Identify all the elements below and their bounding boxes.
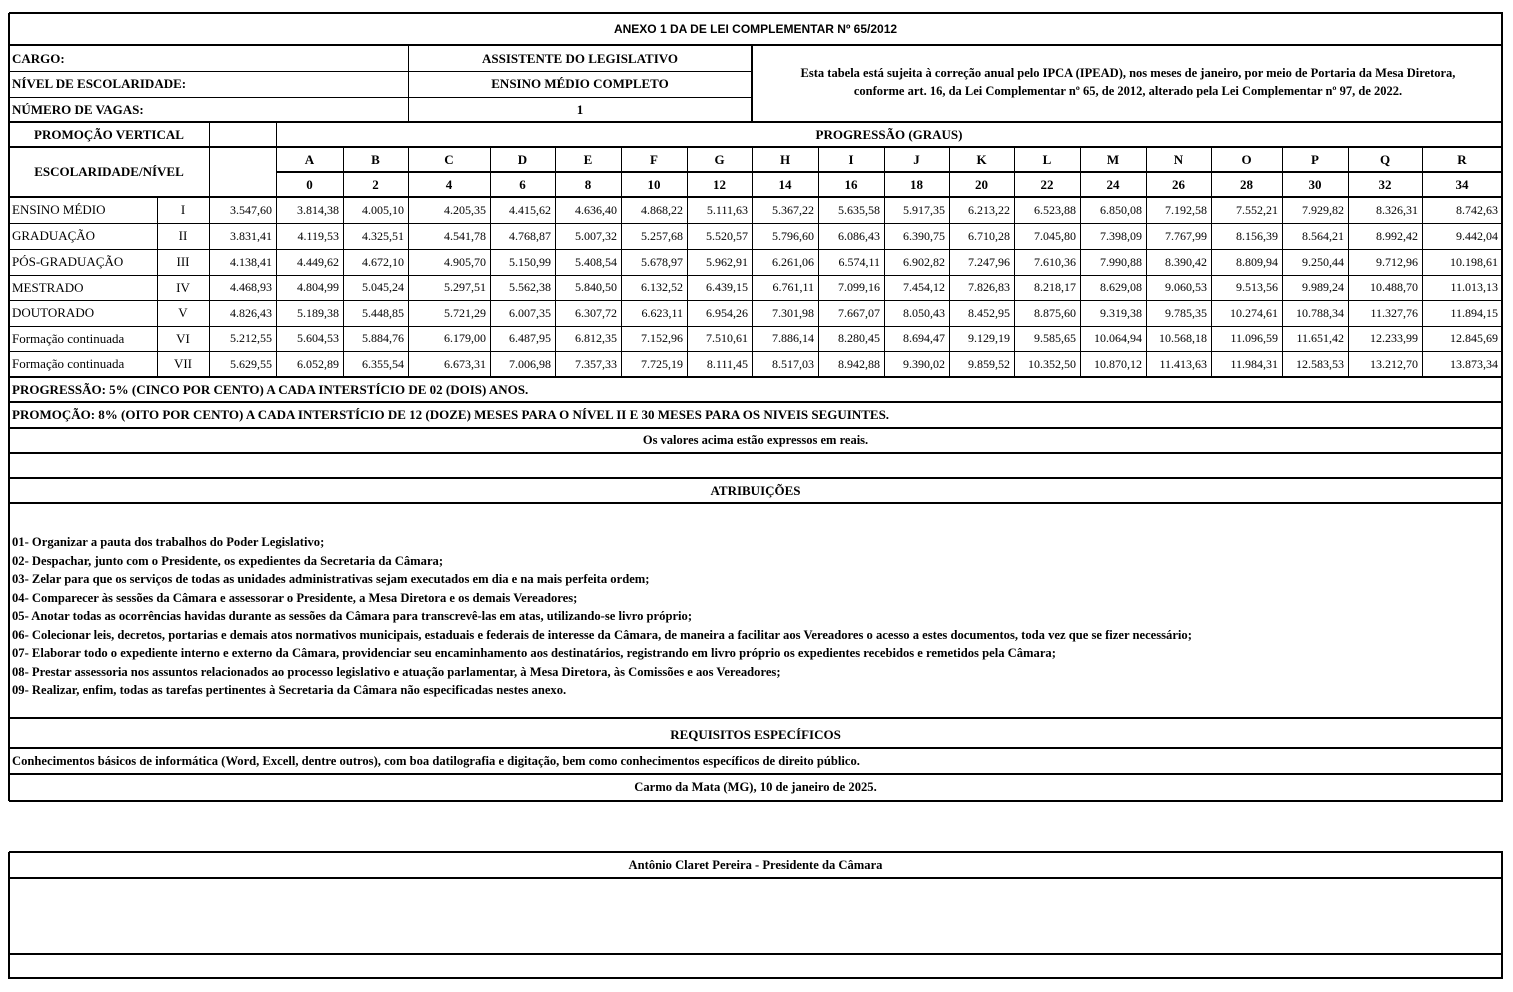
grid-line-vertical <box>1348 147 1349 377</box>
salary-cell: 6.213,22 <box>968 202 1010 217</box>
salary-cell: 6.307,72 <box>575 305 617 320</box>
salary-cell: 7.510,61 <box>706 331 748 345</box>
grade-letter-header: P <box>1311 151 1319 167</box>
salary-cell: 4.768,87 <box>509 228 551 243</box>
signatory-text: Antônio Claret Pereira - Presidente da Câmara <box>628 857 883 872</box>
salary-cell: 5.257,68 <box>641 228 683 243</box>
grade-letter-header: N <box>1173 151 1184 167</box>
salary-cell: 11.651,42 <box>1296 331 1344 345</box>
escolaridade-nivel-header-text: ESCOLARIDADE/NÍVEL <box>34 164 184 179</box>
escolaridade-label <box>9 71 407 97</box>
grid-line-horizontal <box>9 452 1503 454</box>
grid-line-horizontal <box>9 502 1503 504</box>
grade-years-header: 10 <box>647 176 661 192</box>
ipca-note-line-1: Esta tabela está sujeita à correção anual pelo IPCA (IPEAD), nos meses de janeiro, por meio de Portaria da Mesa Diretora, <box>800 66 1456 80</box>
grid-line-horizontal <box>9 97 752 98</box>
salary-cell: 5.635,58 <box>838 202 880 217</box>
salary-cell: 4.119,53 <box>297 228 339 243</box>
row-nivel: II <box>178 228 188 243</box>
grade-years-header: 26 <box>1172 176 1185 192</box>
atribuicao-item: 09- Realizar, enfim, todas as tarefas pertinentes à Secretaria da Câmara não especificadas nestes anexo. <box>12 683 567 697</box>
grid-line-vertical <box>8 852 10 979</box>
ipca-correction-note <box>754 64 1502 100</box>
signatory <box>9 852 1502 878</box>
escolaridade-label-text: NÍVEL DE ESCOLARIDADE: <box>12 76 187 91</box>
salary-cell: 6.086,43 <box>838 228 880 243</box>
grid-line-vertical <box>555 147 556 377</box>
salary-cell: 11.894,15 <box>1450 305 1498 320</box>
salary-cell: 5.721,29 <box>444 305 486 320</box>
salary-cell: 7.045,80 <box>1034 228 1076 243</box>
grid-line-horizontal <box>9 953 1503 955</box>
salary-cell: 6.812,35 <box>575 331 617 345</box>
grid-line-vertical <box>1422 147 1423 377</box>
salary-cell: 9.989,24 <box>1302 280 1344 294</box>
salary-cell: 11.013,13 <box>1450 280 1498 294</box>
grid-line-horizontal <box>9 977 1503 979</box>
grade-letter-header: E <box>583 151 593 167</box>
salary-cell: 6.623,11 <box>641 305 683 320</box>
salary-cell: 7.552,21 <box>1236 202 1278 217</box>
row-escolaridade: ENSINO MÉDIO <box>12 202 106 217</box>
salary-cell: 9.319,38 <box>1100 305 1142 320</box>
grid-line-vertical <box>751 45 753 122</box>
grid-line-vertical <box>752 147 753 377</box>
row-nivel: IV <box>176 279 190 295</box>
cargo-label <box>9 46 407 71</box>
salary-cell: 8.156,39 <box>1236 228 1278 243</box>
salary-cell: 7.454,12 <box>903 280 945 294</box>
salary-cell: 5.367,22 <box>772 202 814 217</box>
salary-cell: 4.868,22 <box>641 202 683 217</box>
salary-cell: 10.274,61 <box>1230 305 1278 320</box>
grade-years-header: 30 <box>1308 176 1322 192</box>
salary-cell: 7.725,19 <box>641 356 683 371</box>
grade-letter-header: M <box>1106 151 1120 167</box>
salary-cell: 5.189,38 <box>297 305 339 320</box>
salary-cell: 5.111,63 <box>706 202 748 217</box>
grid-line-vertical <box>1211 147 1212 377</box>
row-base-salary: 3.831,41 <box>230 228 272 243</box>
salary-cell: 7.152,96 <box>641 331 683 345</box>
grid-line-horizontal <box>9 747 1503 749</box>
salary-cell: 12.583,53 <box>1296 356 1344 371</box>
row-base-salary: 4.826,43 <box>230 305 272 320</box>
grid-line-vertical <box>949 147 950 377</box>
valores-note <box>9 428 1502 453</box>
salary-cell: 4.415,62 <box>509 202 551 217</box>
salary-cell: 8.326,31 <box>1376 202 1418 217</box>
row-base-salary: 3.547,60 <box>230 202 272 217</box>
row-base-salary: 5.629,55 <box>230 356 272 371</box>
salary-cell: 6.355,54 <box>362 356 404 371</box>
row-escolaridade: MESTRADO <box>12 279 84 295</box>
salary-cell: 7.990,88 <box>1100 254 1142 269</box>
salary-cell: 4.005,10 <box>362 202 404 217</box>
salary-cell: 12.845,69 <box>1450 331 1498 345</box>
salary-cell: 7.610,36 <box>1034 254 1076 269</box>
grade-letter-header: A <box>304 151 315 167</box>
salary-cell: 8.992,42 <box>1376 228 1418 243</box>
place-date <box>9 774 1502 800</box>
salary-cell: 7.192,58 <box>1165 202 1207 217</box>
grid-line-horizontal <box>9 300 1503 301</box>
salary-cell: 13.873,34 <box>1450 356 1498 371</box>
grade-years-header: 34 <box>1455 176 1469 192</box>
atribuicoes-list <box>12 533 1500 700</box>
salary-cell: 8.390,42 <box>1165 254 1207 269</box>
ipca-note-line-2: conforme art. 16, da Lei Complementar nº 65, de 2012, alterado pela Lei Complementar nº 97, de 2022. <box>853 84 1403 98</box>
salary-cell: 5.678,97 <box>641 254 683 269</box>
grade-years-header: 12 <box>713 176 726 192</box>
salary-cell: 4.636,40 <box>575 202 617 217</box>
grid-line-vertical <box>1501 13 1503 801</box>
grade-years-header: 4 <box>445 176 453 192</box>
grid-line-horizontal <box>9 773 1503 775</box>
salary-cell: 5.297,51 <box>444 280 486 294</box>
grade-years-header: 20 <box>975 176 988 192</box>
salary-cell: 7.826,83 <box>968 280 1010 294</box>
grid-line-horizontal <box>9 44 1503 46</box>
grid-line-vertical <box>1080 147 1081 377</box>
grid-line-horizontal <box>9 376 1503 378</box>
salary-cell: 5.045,24 <box>362 280 404 294</box>
grade-letter-header: L <box>1042 151 1052 167</box>
salary-cell: 5.604,53 <box>297 331 339 345</box>
atribuicao-item: 05- Anotar todas as ocorrências havidas durante as sessões da Câmara para transcrevê-las em atas, utilizando-se livro próprio; <box>12 609 693 623</box>
document-title <box>9 14 1502 44</box>
atribuicao-item: 07- Elaborar todo o expediente interno e externo da Câmara, providenciar seu encaminhamento aos destinatários, registrando em livro próprio os expedientes recebidos e remetidos pela Câmara; <box>12 646 1056 660</box>
salary-cell: 6.390,75 <box>903 228 945 243</box>
salary-cell: 5.917,35 <box>903 202 945 217</box>
grade-years-header: 8 <box>584 176 592 192</box>
salary-cell: 6.439,15 <box>706 280 748 294</box>
atribuicao-item: 08- Prestar assessoria nos assuntos relacionados ao processo legislativo e atuação parlamentar, à Mesa Diretora, às Comissões e aos Vereadores; <box>12 664 781 679</box>
salary-cell: 11.984,31 <box>1230 356 1278 371</box>
salary-cell: 10.198,61 <box>1450 254 1498 269</box>
salary-cell: 5.408,54 <box>575 254 617 269</box>
grid-line-vertical <box>884 147 885 377</box>
row-base-salary: 5.212,55 <box>230 331 272 345</box>
grid-line-vertical <box>8 13 10 801</box>
salary-cell: 7.099,16 <box>838 280 880 294</box>
vagas-value <box>408 97 752 122</box>
grid-line-horizontal <box>9 275 1503 276</box>
row-nivel: VI <box>176 330 190 346</box>
salary-cell: 5.840,50 <box>575 280 617 294</box>
progressao-rule-text: PROGRESSÃO: 5% (CINCO POR CENTO) A CADA INTERSTÍCIO DE 02 (DOIS) ANOS. <box>12 381 529 397</box>
atribuicoes-heading <box>9 478 1502 503</box>
salary-cell: 8.218,17 <box>1034 280 1076 294</box>
row-escolaridade: DOUTORADO <box>12 305 95 320</box>
grid-line-horizontal <box>9 146 1503 148</box>
grid-line-horizontal <box>9 800 1503 802</box>
grade-letter-header: R <box>1457 151 1467 167</box>
cargo-label-text: CARGO: <box>12 50 65 66</box>
grade-years-header: 6 <box>519 176 526 192</box>
salary-cell: 4.672,10 <box>362 254 404 269</box>
salary-cell: 6.954,26 <box>706 305 748 320</box>
grid-line-vertical <box>687 147 688 377</box>
salary-cell: 6.574,11 <box>838 254 880 269</box>
progressao-graus-header-text: PROGRESSÃO (GRAUS) <box>815 126 963 142</box>
salary-cell: 3.814,38 <box>297 202 339 217</box>
salary-cell: 6.007,35 <box>509 305 551 320</box>
grade-letter-header: D <box>517 151 528 167</box>
promocao-rule <box>9 402 1502 428</box>
grid-line-horizontal <box>9 851 1503 853</box>
salary-cell: 5.562,38 <box>509 280 551 294</box>
grade-letter-header: C <box>444 151 454 167</box>
grade-letter-header: B <box>371 151 380 167</box>
atribuicao-item: 03- Zelar para que os serviços de todas as unidades administrativas sejam executados em dia e na mais perfeita ordem; <box>12 572 650 586</box>
place-date-text: Carmo da Mata (MG), 10 de janeiro de 2025. <box>634 779 877 794</box>
salary-cell: 8.517,03 <box>772 356 814 371</box>
vagas-label-text: NÚMERO DE VAGAS: <box>12 101 144 117</box>
salary-cell: 5.796,60 <box>772 228 814 243</box>
salary-cell: 9.585,65 <box>1034 331 1076 345</box>
grid-line-vertical <box>408 45 409 122</box>
salary-cell: 10.568,18 <box>1159 331 1207 345</box>
grid-line-horizontal <box>9 427 1503 429</box>
atribuicao-item: 01- Organizar a pauta dos trabalhos do Poder Legislativo; <box>12 535 325 549</box>
requisitos-heading <box>9 722 1502 748</box>
row-escolaridade: Formação continuada <box>12 356 125 371</box>
salary-cell: 9.785,35 <box>1165 305 1207 320</box>
grade-years-header: 22 <box>1040 176 1054 192</box>
row-nivel: V <box>178 305 188 320</box>
row-nivel: VII <box>173 356 193 371</box>
grid-line-horizontal <box>9 877 1503 879</box>
grade-letter-header: H <box>779 151 791 167</box>
salary-cell: 4.449,62 <box>297 254 339 269</box>
cargo-value <box>408 46 752 71</box>
salary-cell: 11.327,76 <box>1370 305 1418 320</box>
escolaridade-nivel-header <box>9 147 209 197</box>
row-base-salary: 4.138,41 <box>230 254 272 269</box>
salary-cell: 4.804,99 <box>297 280 339 294</box>
salary-cell: 7.667,07 <box>838 305 880 320</box>
row-nivel: I <box>180 202 186 217</box>
salary-cell: 8.564,21 <box>1302 228 1344 243</box>
grid-line-horizontal <box>9 223 1503 224</box>
requisitos-text <box>9 748 1502 774</box>
row-base-salary: 4.468,93 <box>230 280 272 294</box>
grade-years-header: 14 <box>778 176 792 192</box>
salary-cell: 7.301,98 <box>772 305 814 320</box>
salary-cell: 5.150,99 <box>509 254 551 269</box>
valores-note-text: Os valores acima estão expressos em reais. <box>642 433 869 447</box>
salary-cell: 9.513,56 <box>1236 280 1278 294</box>
grade-years-header: 32 <box>1378 176 1392 192</box>
row-escolaridade: Formação continuada <box>12 330 125 346</box>
salary-cell: 10.870,12 <box>1094 356 1142 371</box>
grid-line-vertical <box>343 147 344 377</box>
grid-line-vertical <box>621 147 622 377</box>
salary-cell: 7.357,33 <box>575 356 617 371</box>
salary-cell: 4.205,35 <box>444 202 486 217</box>
salary-cell: 6.523,88 <box>1034 202 1076 217</box>
salary-cell: 8.694,47 <box>903 331 945 345</box>
grid-line-horizontal <box>9 121 1503 123</box>
salary-cell: 5.448,85 <box>362 305 404 320</box>
grid-line-horizontal <box>9 351 1503 352</box>
salary-cell: 7.398,09 <box>1100 228 1142 243</box>
salary-cell: 8.809,94 <box>1236 254 1278 269</box>
salary-cell: 6.902,82 <box>903 254 945 269</box>
grade-letter-header: K <box>976 151 987 167</box>
salary-cell: 6.761,11 <box>772 280 814 294</box>
salary-cell: 6.052,89 <box>297 356 339 371</box>
grid-line-vertical <box>1014 147 1015 377</box>
grid-line-vertical <box>408 147 409 377</box>
atribuicoes-heading-text: ATRIBUIÇÕES <box>710 482 801 498</box>
salary-cell: 10.352,50 <box>1028 356 1076 371</box>
salary-cell: 12.233,99 <box>1370 331 1418 345</box>
salary-cell: 6.710,28 <box>968 228 1010 243</box>
salary-cell: 7.006,98 <box>509 356 551 371</box>
salary-cell: 11.413,63 <box>1159 356 1207 371</box>
grade-years-header: 16 <box>844 176 858 192</box>
grade-letter-header: F <box>650 151 658 167</box>
salary-cell: 4.325,51 <box>362 228 404 243</box>
grid-line-horizontal <box>9 71 752 72</box>
salary-cell: 8.875,60 <box>1034 305 1076 320</box>
salary-cell: 4.541,78 <box>444 228 486 243</box>
grid-line-vertical <box>1146 147 1147 377</box>
grade-years-header: 24 <box>1106 176 1120 192</box>
row-escolaridade: GRADUAÇÃO <box>12 228 96 243</box>
promocao-vertical-header-text: PROMOÇÃO VERTICAL <box>34 126 184 142</box>
salary-cell: 8.452,95 <box>968 305 1010 320</box>
grid-line-horizontal <box>9 717 1503 719</box>
salary-cell: 6.261,06 <box>772 254 814 269</box>
grade-letter-header: J <box>913 151 920 167</box>
salary-cell: 13.212,70 <box>1370 356 1418 371</box>
promocao-vertical-header <box>9 122 209 147</box>
salary-cell: 6.673,31 <box>444 356 486 371</box>
grid-line-vertical <box>1501 852 1503 979</box>
salary-cell: 9.060,53 <box>1165 280 1207 294</box>
atribuicao-item: 06- Colecionar leis, decretos, portarias e demais atos normativos municipais, estaduais e federais de interesse da Câmara, de maneira a facilitar aos Vereadores o acesso a estes documentos, toda vez que se fizer necessário; <box>12 627 1192 642</box>
salary-cell: 10.488,70 <box>1370 280 1418 294</box>
grade-letter-header: O <box>1241 151 1252 167</box>
progressao-graus-header <box>276 122 1502 147</box>
grid-line-horizontal <box>9 196 1503 198</box>
grid-line-vertical <box>1282 147 1283 377</box>
salary-cell: 6.132,52 <box>641 280 683 294</box>
salary-cell: 8.280,45 <box>838 331 880 345</box>
salary-cell: 9.129,19 <box>968 331 1010 345</box>
salary-cell: 9.442,04 <box>1456 228 1498 243</box>
salary-cell: 7.247,96 <box>968 254 1010 269</box>
salary-cell: 9.712,96 <box>1376 254 1418 269</box>
escolaridade-value <box>408 71 752 97</box>
grid-line-horizontal <box>9 249 1503 250</box>
progressao-rule <box>9 377 1502 402</box>
salary-cell: 4.905,70 <box>444 254 486 269</box>
grade-letter-header: Q <box>1379 151 1391 167</box>
salary-cell: 7.767,99 <box>1165 228 1207 243</box>
requisitos-heading-text: REQUISITOS ESPECÍFICOS <box>670 727 841 742</box>
grid-line-vertical <box>818 147 819 377</box>
salary-cell: 7.929,82 <box>1302 202 1344 217</box>
salary-cell: 9.250,44 <box>1302 254 1344 269</box>
salary-cell: 8.629,08 <box>1100 280 1142 294</box>
row-nivel: III <box>176 254 190 269</box>
salary-cell: 8.050,43 <box>903 305 945 320</box>
grade-years-header: 28 <box>1240 176 1253 192</box>
grade-letter-header: G <box>714 151 725 167</box>
salary-cell: 6.179,00 <box>444 331 486 345</box>
grid-line-horizontal <box>9 477 1503 479</box>
salary-cell: 5.007,32 <box>575 228 617 243</box>
grid-line-horizontal <box>9 12 1503 14</box>
salary-cell: 5.962,91 <box>706 254 748 269</box>
grade-years-header: 2 <box>372 176 379 192</box>
salary-cell: 10.788,34 <box>1296 305 1344 320</box>
row-escolaridade: PÓS-GRADUAÇÃO <box>12 254 124 269</box>
grade-letter-header: I <box>848 151 854 167</box>
salary-cell: 6.850,08 <box>1100 202 1142 217</box>
cargo-value-text: ASSISTENTE DO LEGISLATIVO <box>481 50 678 66</box>
salary-cell: 6.487,95 <box>509 331 551 345</box>
salary-cell: 5.884,76 <box>362 331 404 345</box>
grid-line-vertical <box>490 147 491 377</box>
salary-cell: 8.111,45 <box>706 356 748 371</box>
atribuicao-item: 04- Comparecer às sessões da Câmara e assessorar o Presidente, a Mesa Diretora e os demais Vereadores; <box>12 590 578 605</box>
salary-cell: 7.886,14 <box>772 331 814 345</box>
salary-cell: 9.859,52 <box>968 356 1010 371</box>
requisitos-text-content: Conhecimentos básicos de informática (Word, Excell, dentre outros), com boa datilografia e digitação, bem como conhecimentos específicos de direito público. <box>12 753 860 768</box>
salary-cell: 10.064,94 <box>1094 331 1142 345</box>
grid-line-vertical <box>157 197 158 377</box>
salary-cell: 5.520,57 <box>706 228 748 243</box>
document-title-text: ANEXO 1 DA DE LEI COMPLEMENTAR Nº 65/2012 <box>613 22 898 36</box>
atribuicao-item: 02- Despachar, junto com o Presidente, os expedientes da Secretaria da Câmara; <box>12 553 444 568</box>
grid-line-horizontal <box>276 171 1503 173</box>
salary-cell: 8.742,63 <box>1456 202 1498 217</box>
vagas-label <box>9 97 407 122</box>
signature-area <box>9 878 1502 954</box>
grid-line-horizontal <box>9 401 1503 403</box>
grade-years-header: 18 <box>910 176 923 192</box>
vagas-value-text: 1 <box>576 101 584 117</box>
grade-years-header: 0 <box>306 176 313 192</box>
grid-line-horizontal <box>9 326 1503 327</box>
escolaridade-value-text: ENSINO MÉDIO COMPLETO <box>491 76 669 91</box>
salary-cell: 8.942,88 <box>838 356 880 371</box>
salary-cell: 9.390,02 <box>903 356 945 371</box>
salary-cell: 11.096,59 <box>1230 331 1278 345</box>
promocao-rule-text: PROMOÇÃO: 8% (OITO POR CENTO) A CADA INTERSTÍCIO DE 12 (DOZE) MESES PARA O NÍVEL II E 30 MESES PARA OS NIVEIS SEGUINTES. <box>12 407 890 422</box>
